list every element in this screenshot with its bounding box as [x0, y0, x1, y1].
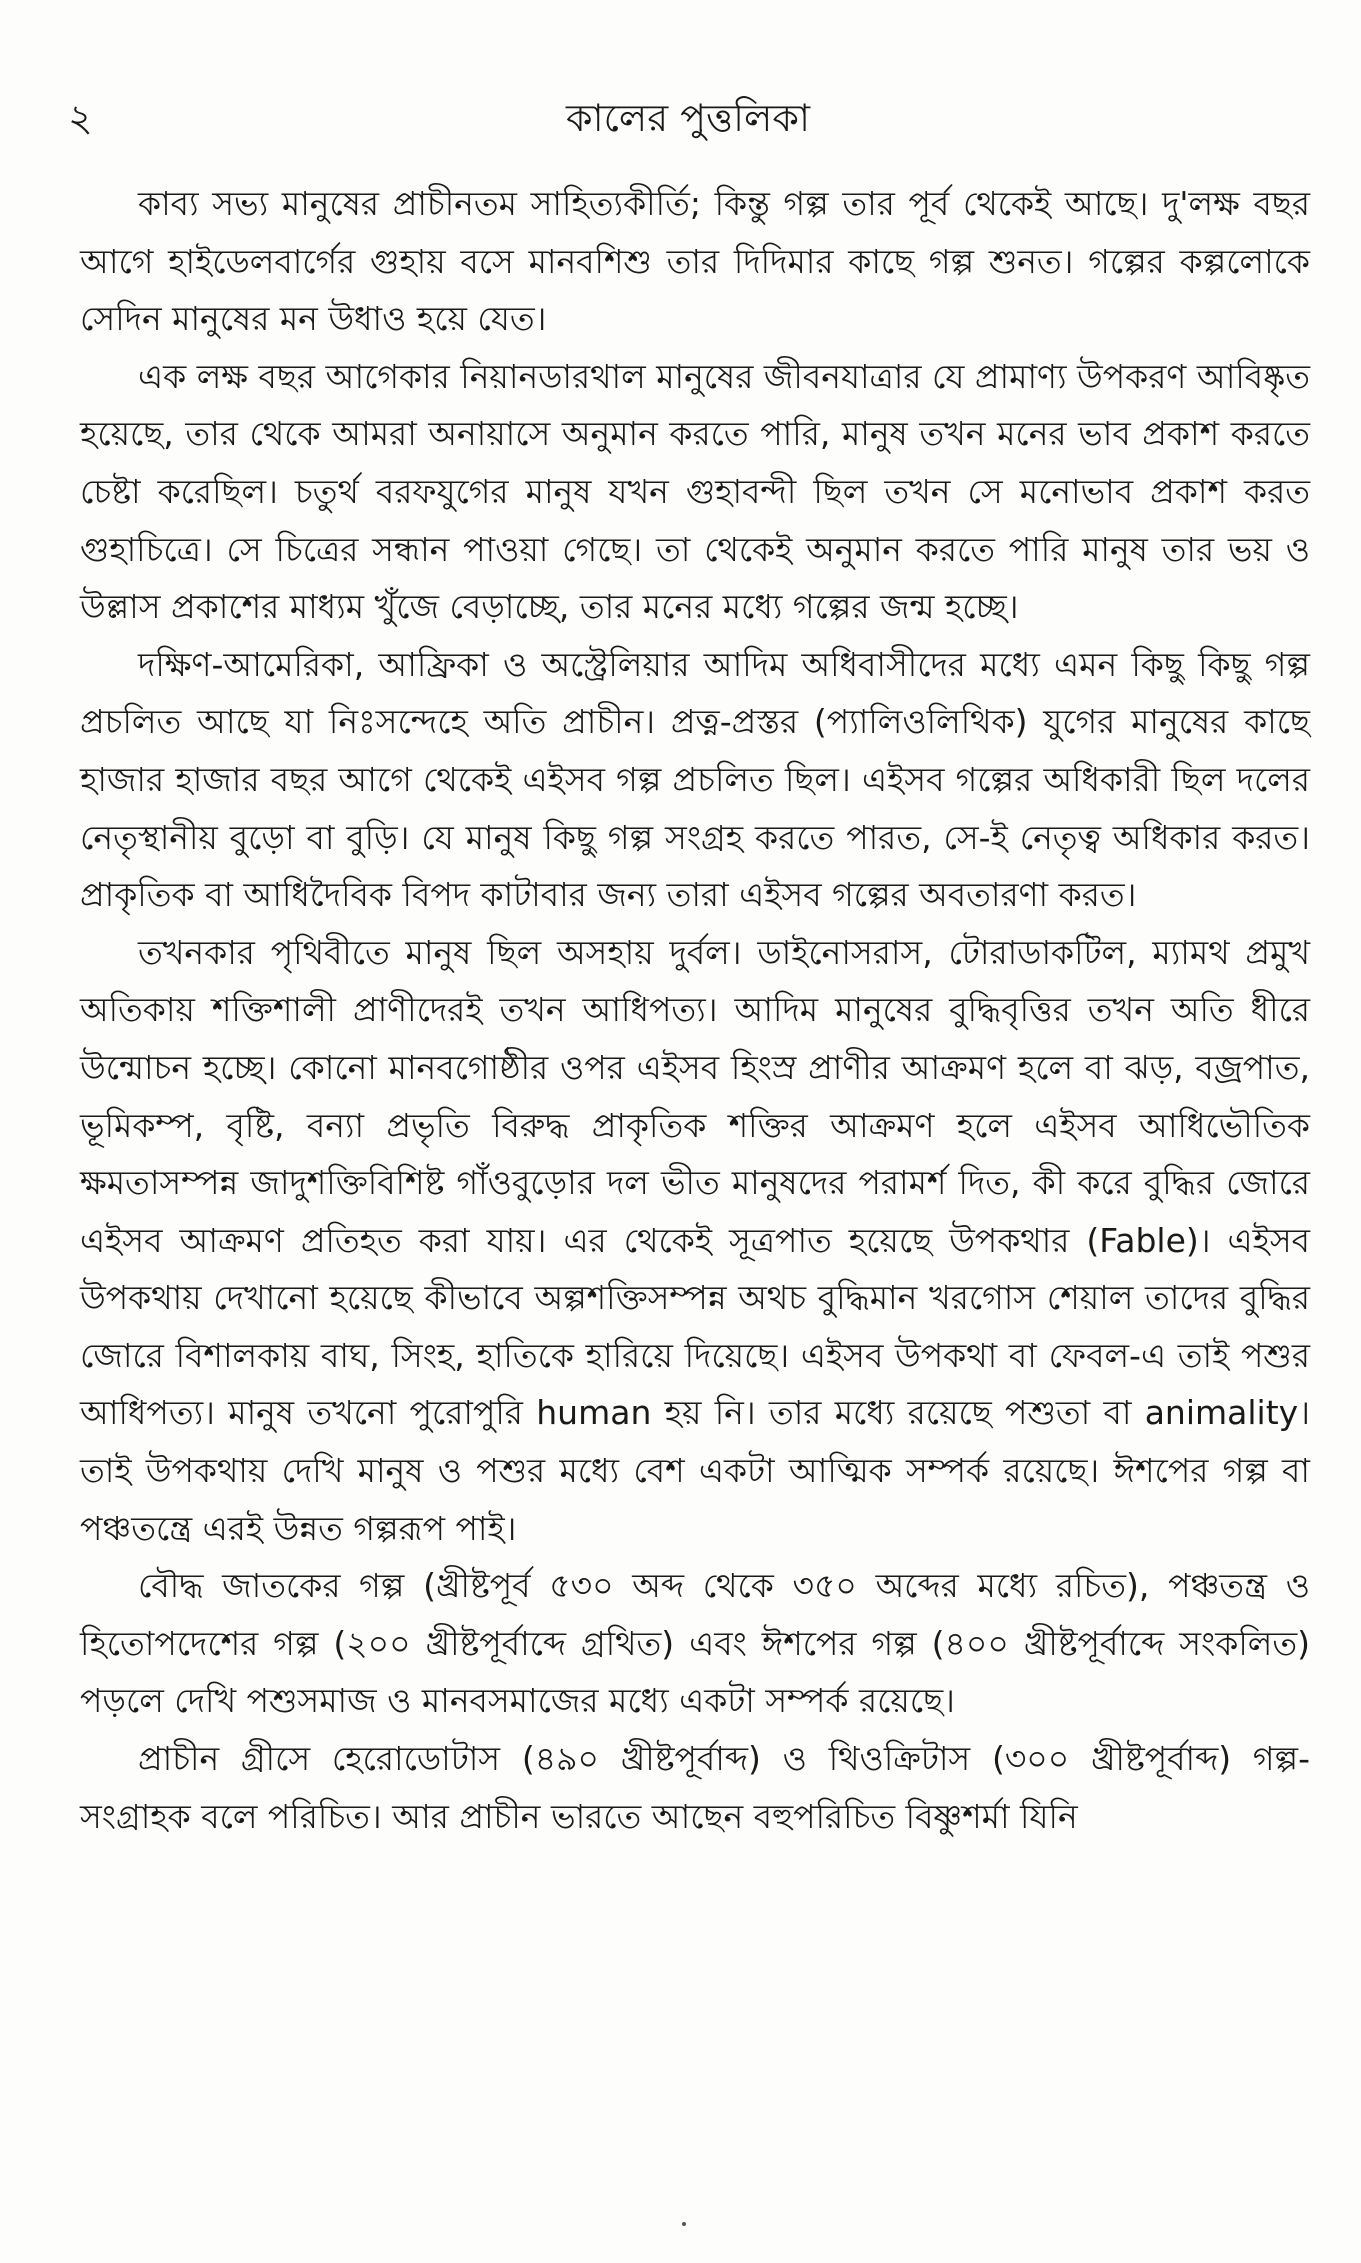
running-title: কালের পুত্তলিকা	[566, 96, 810, 140]
paragraph: প্রাচীন গ্রীসে হেরোডোটাস (৪৯০ খ্রীষ্টপূর্বাব্দ) ও থিওক্রিটাস (৩০০ খ্রীষ্টপূর্বাব্দ) গল্প-সংগ্রাহক বলে পরিচিত। আর প্রাচীন ভারতে আছেন বহুপরিচিত বিষ্ণুশর্মা যিনি	[80, 1739, 1310, 1836]
scan-speck	[682, 2222, 686, 2226]
body-text	[80, 175, 1310, 1845]
paragraph: দক্ষিণ-আমেরিকা, আফ্রিকা ও অস্ট্রেলিয়ার আদিম অধিবাসীদের মধ্যে এমন কিছু কিছু গল্প প্রচলিত আছে যা নিঃসন্দেহে অতি প্রাচীন। প্রত্ন-প্রস্তর (প্যালিওলিথিক) যুগের মানুষের কাছে হাজার হাজার বছর আগে থেকেই এইসব গল্প প্রচলিত ছিল। এইসব গল্পের অধিকারী ছিল দলের নেতৃস্থানীয় বুড়ো বা বুড়ি। যে মানুষ কিছু গল্প সংগ্রহ করতে পারত, সে-ই নেতৃত্ব অধিকার করত। প্রাকৃতিক বা আধিদৈবিক বিপদ কাটাবার জন্য তারা এইসব গল্পের অবতারণা করত।	[80, 644, 1310, 915]
paragraph: কাব্য সভ্য মানুষের প্রাচীনতম সাহিত্যকীর্তি; কিন্তু গল্প তার পূর্ব থেকেই আছে। দু'লক্ষ বছর আগে হাইডেলবার্গের গুহায় বসে মানবশিশু তার দিদিমার কাছে গল্প শুনত। গল্পের কল্পলোকে সেদিন মানুষের মন উধাও হয়ে যেত।	[80, 184, 1310, 339]
paragraph: এক লক্ষ বছর আগেকার নিয়ানডারথাল মানুষের জীবনযাত্রার যে প্রামাণ্য উপকরণ আবিষ্কৃত হয়েছে, তার থেকে আমরা অনায়াসে অনুমান করতে পারি, মানুষ তখন মনের ভাব প্রকাশ করতে চেষ্টা করেছিল। চতুর্থ বরফযুগের মানুষ যখন গুহাবন্দী ছিল তখন সে মনোভাব প্রকাশ করত গুহাচিত্রে। সে চিত্রের সন্ধান পাওয়া গেছে। তা থেকেই অনুমান করতে পারি মানুষ তার ভয় ও উল্লাস প্রকাশের মাধ্যম খুঁজে বেড়াচ্ছে, তার মনের মধ্যে গল্পের জন্ম হচ্ছে।	[80, 356, 1310, 627]
page-header	[68, 88, 1308, 148]
page-number: ২	[68, 96, 93, 140]
paragraph: বৌদ্ধ জাতকের গল্প (খ্রীষ্টপূর্ব ৫৩০ অব্দ থেকে ৩৫০ অব্দের মধ্যে রচিত), পঞ্চতন্ত্র ও হিতোপদেশের গল্প (২০০ খ্রীষ্টপূর্বাব্দে গ্রথিত) এবং ঈশপের গল্প (৪০০ খ্রীষ্টপূর্বাব্দে সংকলিত) পড়লে দেখি পশুসমাজ ও মানবসমাজের মধ্যে একটা সম্পর্ক রয়েছে।	[80, 1566, 1310, 1721]
paragraph: তখনকার পৃথিবীতে মানুষ ছিল অসহায় দুর্বল। ডাইনোসরাস, টোরাডাকটিল, ম্যামথ প্রমুখ অতিকায় শক্তিশালী প্রাণীদেরই তখন আধিপত্য। আদিম মানুষের বুদ্ধিবৃত্তির তখন অতি ধীরে উন্মোচন হচ্ছে। কোনো মানবগোষ্ঠীর ওপর এইসব হিংস্র প্রাণীর আক্রমণ হলে বা ঝড়, বজ্রপাত, ভূমিকম্প, বৃষ্টি, বন্যা প্রভৃতি বিরুদ্ধ প্রাকৃতিক শক্তির আক্রমণ হলে এইসব আধিভৌতিক ক্ষমতাসম্পন্ন জাদুশক্তিবিশিষ্ট গাঁওবুড়োর দল ভীত মানুষদের পরামর্শ দিত, কী করে বুদ্ধির জোরে এইসব আক্রমণ প্রতিহত করা যায়। এর থেকেই সূত্রপাত হয়েছে উপকথার (Fable)। এইসব উপকথায় দেখানো হয়েছে কীভাবে অল্পশক্তিসম্পন্ন অথচ বুদ্ধিমান খরগোস শেয়াল তাদের বুদ্ধির জোরে বিশালকায় বাঘ, সিংহ, হাতিকে হারিয়ে দিয়েছে। এইসব উপকথা বা ফেবল-এ তাই পশুর আধিপত্য। মানুষ তখনো পুরোপুরি human হয় নি। তার মধ্যে রয়েছে পশুতা বা animality। তাই উপকথায় দেখি মানুষ ও পশুর মধ্যে বেশ একটা আত্মিক সম্পর্ক রয়েছে। ঈশপের গল্প বা পঞ্চতন্ত্রে এরই উন্নত গল্পরূপ পাই।	[80, 932, 1310, 1548]
